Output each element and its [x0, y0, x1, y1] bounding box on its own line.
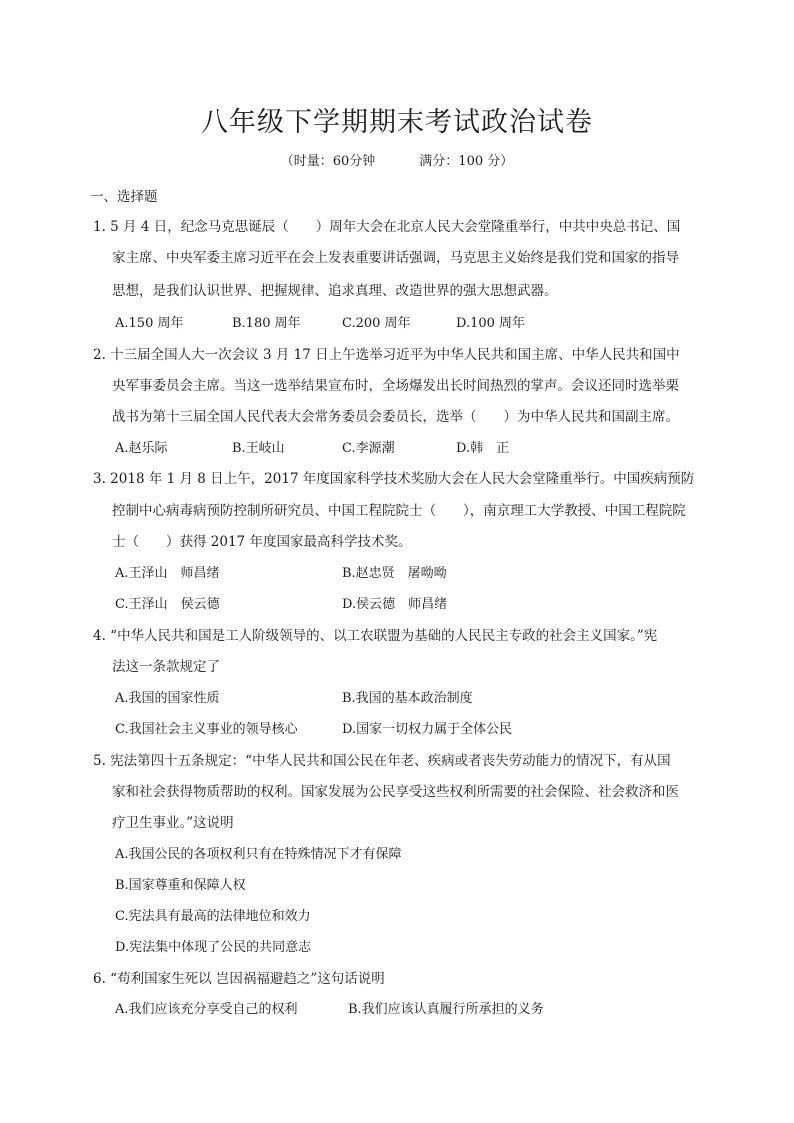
option-b[interactable]: B.赵忠贤 屠呦呦	[342, 566, 447, 581]
option-a[interactable]: A.我国公民的各项权利只有在特殊情况下才有保障	[115, 847, 402, 862]
option-d[interactable]: D.100 周年	[456, 316, 526, 331]
question-line: 疗卫生事业。”这说明	[112, 815, 234, 831]
option-c[interactable]: C.王泽山 侯云德	[115, 597, 220, 612]
option-a[interactable]: A.王泽山 师昌绪	[115, 566, 220, 581]
option-d[interactable]: D.宪法集中体现了公民的共同意志	[115, 940, 312, 955]
question-line: 家和社会获得物质帮助的权利。国家发展为公民享受这些权利所需要的社会保险、社会救济和医	[112, 784, 679, 800]
question-line: 央军事委员会主席。当这一选举结果宣布时，全场爆发出长时间热烈的掌声。会议还同时选举栗	[112, 378, 679, 394]
question-line: 法这一条款规定了	[112, 659, 220, 675]
question-line: 士（ ）获得 2017 年度国家最高科学技术奖。	[112, 534, 412, 550]
page-title: 八年级下学期期末考试政治试卷	[201, 107, 593, 138]
option-c[interactable]: C.李源潮	[342, 441, 395, 456]
option-b[interactable]: B.我国的基本政治制度	[342, 691, 473, 706]
option-c[interactable]: C.200 周年	[342, 316, 411, 331]
section-heading: 一、选择题	[90, 189, 158, 205]
option-c[interactable]: C.宪法具有最高的法律地位和效力	[115, 909, 311, 924]
option-b[interactable]: B.国家尊重和保障人权	[115, 878, 246, 893]
question-line: 1. 5 月 4 日，纪念马克思诞辰（ ）周年大会在北京人民大会堂隆重举行，中共中央总书记、国	[93, 219, 681, 235]
exam-score: 满分：100 分）	[419, 154, 514, 169]
question-line: 2. 十三届全国人大一次会议 3 月 17 日上午选举习近平为中华人民共和国主席、中华人民共和国中	[93, 347, 680, 363]
option-b[interactable]: B.我们应该认真履行所承担的义务	[348, 1002, 544, 1017]
option-a[interactable]: A.150 周年	[115, 316, 184, 331]
option-c[interactable]: C.我国社会主义事业的领导核心	[115, 722, 298, 737]
option-a[interactable]: A.赵乐际	[115, 441, 168, 456]
question-line: 战书为第十三届全国人民代表大会常务委员会委员长，选举（ ）为中华人民共和国副主席。	[112, 409, 679, 425]
question-line: 思想，是我们认识世界、把握规律、追求真理、改造世界的强大思想武器。	[112, 283, 558, 299]
option-d[interactable]: D.国家一切权力属于全体公民	[342, 722, 513, 737]
question-line: 6. “苟利国家生死以 岂因祸福避趋之”这句话说明	[93, 971, 385, 987]
question-line: 控制中心病毒病预防控制所研究员、中国工程院院士（ ），南京理工大学教授、中国工程院院	[112, 503, 686, 519]
option-b[interactable]: B.180 周年	[232, 316, 301, 331]
option-a[interactable]: A.我们应该充分享受自己的权利	[115, 1002, 298, 1017]
option-d[interactable]: D.侯云德 师昌绪	[342, 597, 448, 612]
question-line: 3. 2018 年 1 月 8 日上午，2017 年度国家科学技术奖励大会在人民大会堂隆重举行。中国疾病预防	[93, 471, 695, 487]
question-line: 4. “中华人民共和国是工人阶级领导的、以工农联盟为基础的人民民主专政的社会主义国家。”宪	[93, 628, 658, 644]
option-d[interactable]: D.韩 正	[456, 441, 510, 456]
question-line: 家主席、中央军委主席习近平在会上发表重要讲话强调，马克思主义始终是我们党和国家的指导	[112, 250, 679, 266]
exam-info	[0, 150, 794, 169]
option-a[interactable]: A.我国的国家性质	[115, 691, 220, 706]
exam-time: （时量：60分钟	[280, 154, 376, 169]
option-b[interactable]: B.王岐山	[232, 441, 285, 456]
question-line: 5. 宪法第四十五条规定：“中华人民共和国公民在年老、疾病或者丧失劳动能力的情况下，有从国	[93, 753, 671, 769]
